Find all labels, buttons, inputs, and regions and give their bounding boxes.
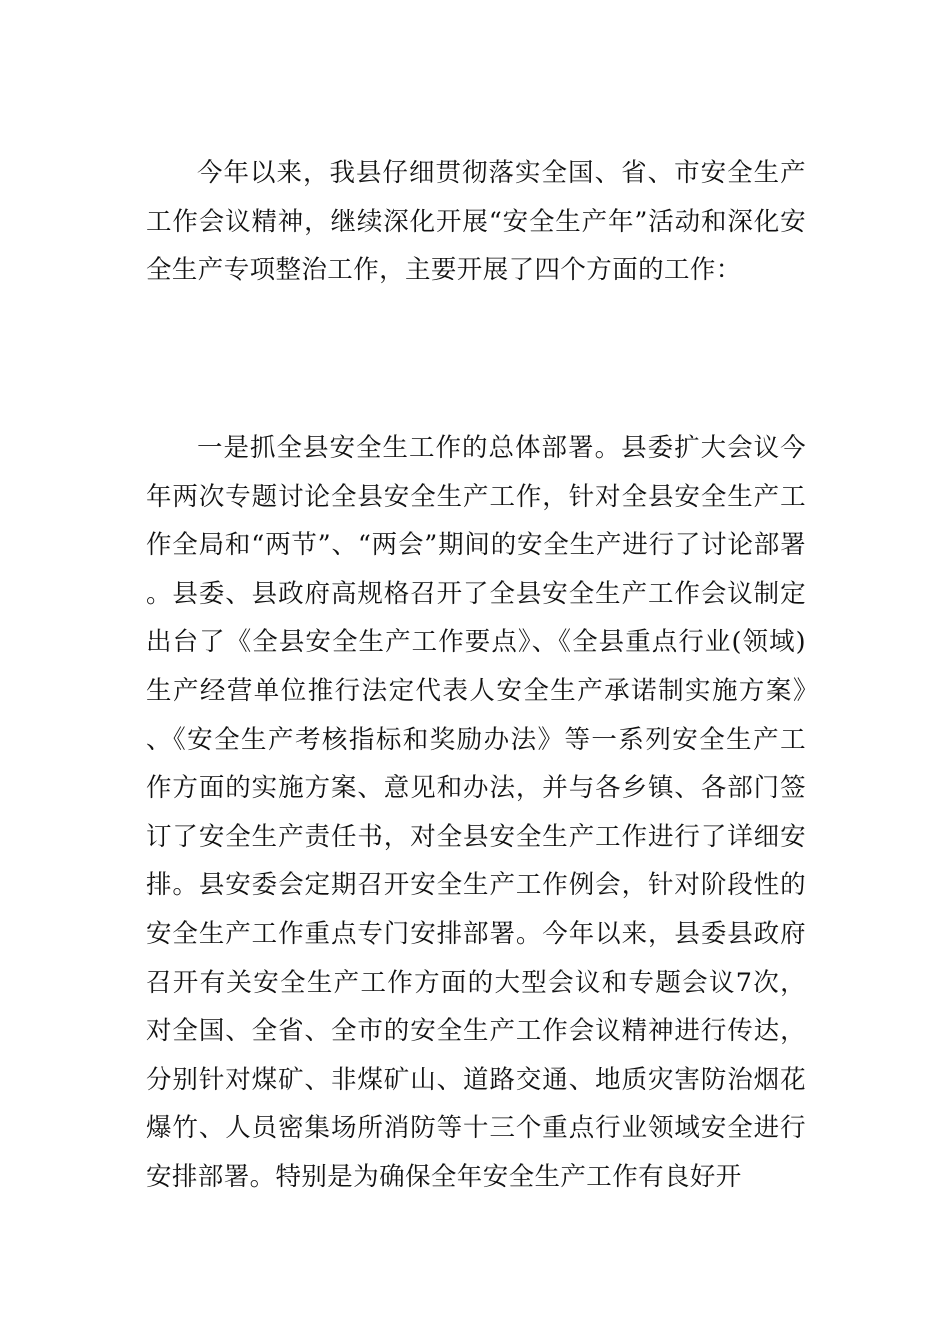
intro-paragraph: 今年以来，我县仔细贯彻落实全国、省、市安全生产工作会议精神，继续深化开展“安全生产年”活动和深化安全生产专项整治工作，主要开展了四个方面的工作： xyxy=(146,158,806,286)
section-one-paragraph: 一是抓全县安全生工作的总体部署。县委扩大会议今年两次专题讨论全县安全生产工作，针对全县安全生产工作全局和“两节”、“两会”期间的安全生产进行了讨论部署。县委、县政府高规格召开了全县安全生产工作会议制定出台了《全县安全生产工作要点》、《全县重点行业(领域)生产经营单位推行法定代表人安全生产承诺制实施方案》、《安全生产考核指标和奖励办法》等一系列安全生产工作方面的实施方案、意见和办法，并与各乡镇、各部门签订了安全生产责任书，对全县安全生产工作进行了详细安排。县安委会定期召开安全生产工作例会，针对阶段性的安全生产工作重点专门安排部署。今年以来，县委县政府召开有关安全生产工作方面的大型会议和专题会议7次，对全国、全省、全市的安全生产工作会议精神进行传达，分别针对煤矿、非煤矿山、道路交通、地质灾害防治烟花爆竹、人员密集场所消防等十三个重点行业领域安全进行安排部署。特别是为确保全年安全生产工作有良好开 xyxy=(146,433,806,1192)
